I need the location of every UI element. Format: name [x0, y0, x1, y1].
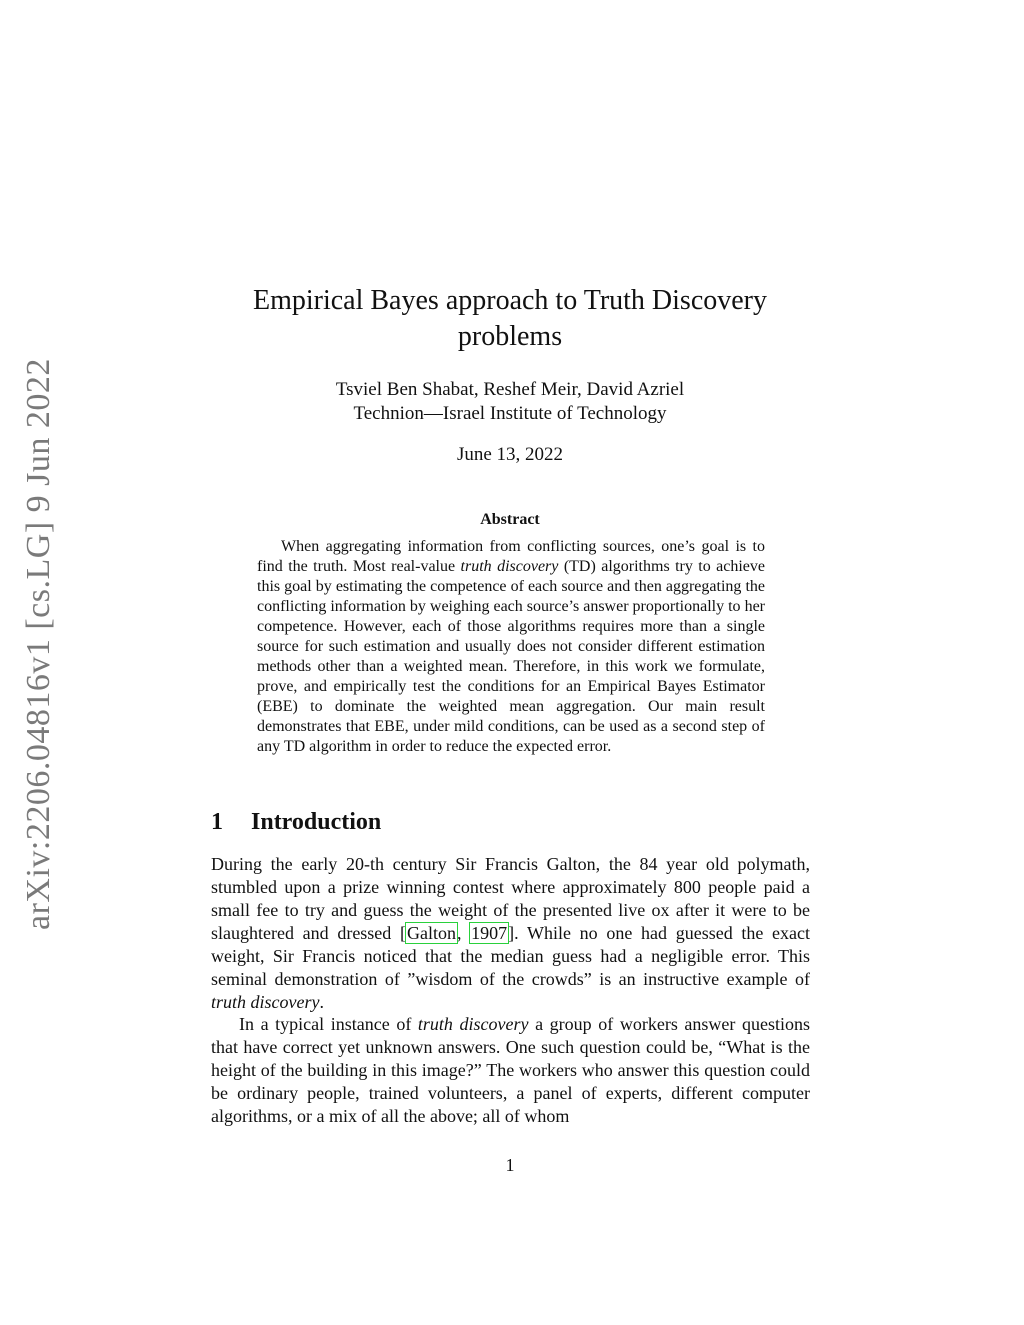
paragraph-1-text-part-2: ]. While no one had guessed the exact weight, Sir Francis noticed that the median guess had a negligible error. This seminal demonstration of ”wisdom of the crowds” is an instructive example of	[211, 923, 811, 989]
abstract-body	[257, 537, 765, 757]
abstract-text-part-2: (TD) algorithms try to achieve this goal by estimating the competence of each source and then aggregating the conflicting information by weighing each source’s answer proportionally to her competence. However, each of those algorithms requires more than a single source for such estimation and usually does not consider different estimation methods other than a weighted mean. Therefore, in this work we formulate, prove, and empirically test the conditions for an Empirical Bayes Estimator (EBE) to dominate the weighted mean aggregation. Our main result demonstrates that EBE, under mild conditions, can be used as a second step of any TD algorithm in order to reduce the expected error.	[257, 558, 766, 755]
citation-link-galton[interactable]: Galton	[406, 923, 456, 943]
section-number: 1	[211, 809, 223, 835]
section-heading-introduction	[211, 807, 381, 837]
citation-separator: ,	[456, 923, 471, 943]
paper-title-line-1: Empirical Bayes approach to Truth Discovery	[252, 285, 767, 316]
paper-date: June 13, 2022	[456, 444, 564, 465]
paper-title	[200, 283, 820, 355]
paragraph-2-text-part-2: a group of workers answer questions that have correct yet unknown answers. One such question could be, “What is the height of the building in this image?” The workers who answer this question could be ordinary people, trained volunteers, a panel of experts, different computer algorithms, or a mix of all the above; all of whom	[211, 1014, 811, 1126]
page-number: 1	[505, 1155, 515, 1175]
author-names: Tsviel Ben Shabat, Reshef Meir, David Azriel	[335, 379, 685, 400]
citation-link-1907[interactable]: 1907	[471, 923, 508, 943]
paragraph-2-text-part-1: In a typical instance of	[239, 1014, 418, 1034]
paragraph-2-emphasis-truth-discovery: truth discovery	[417, 1014, 529, 1034]
paragraph-1-text-part-3: .	[319, 992, 324, 1012]
paragraph-1-text-part-1: During the early 20-th century Sir Francis Galton, the 84 year old polymath, stumbled upon a prize winning contest where approximately 800 people paid a small fee to try and guess the weight of the presented live ox after it were to be slaughtered and dressed [	[211, 854, 810, 943]
abstract-text-part-1: When aggregating information from conflicting sources, one’s goal is to find the truth. Most real-value	[257, 538, 765, 575]
author-block	[200, 378, 820, 426]
introduction-paragraph-2	[211, 1013, 810, 1128]
arxiv-identifier-text: arXiv:2206.04816v1 [cs.LG] 9 Jun 2022	[20, 358, 57, 930]
section-title: Introduction	[251, 809, 382, 835]
abstract-emphasis-truth-discovery: truth discovery	[460, 558, 559, 575]
introduction-paragraph-1	[211, 853, 810, 1014]
paper-title-line-2: problems	[457, 321, 563, 352]
author-affiliation: Technion—Israel Institute of Technology	[353, 403, 667, 424]
paragraph-1-emphasis-truth-discovery: truth discovery	[211, 992, 320, 1012]
abstract-heading: Abstract	[480, 511, 540, 528]
